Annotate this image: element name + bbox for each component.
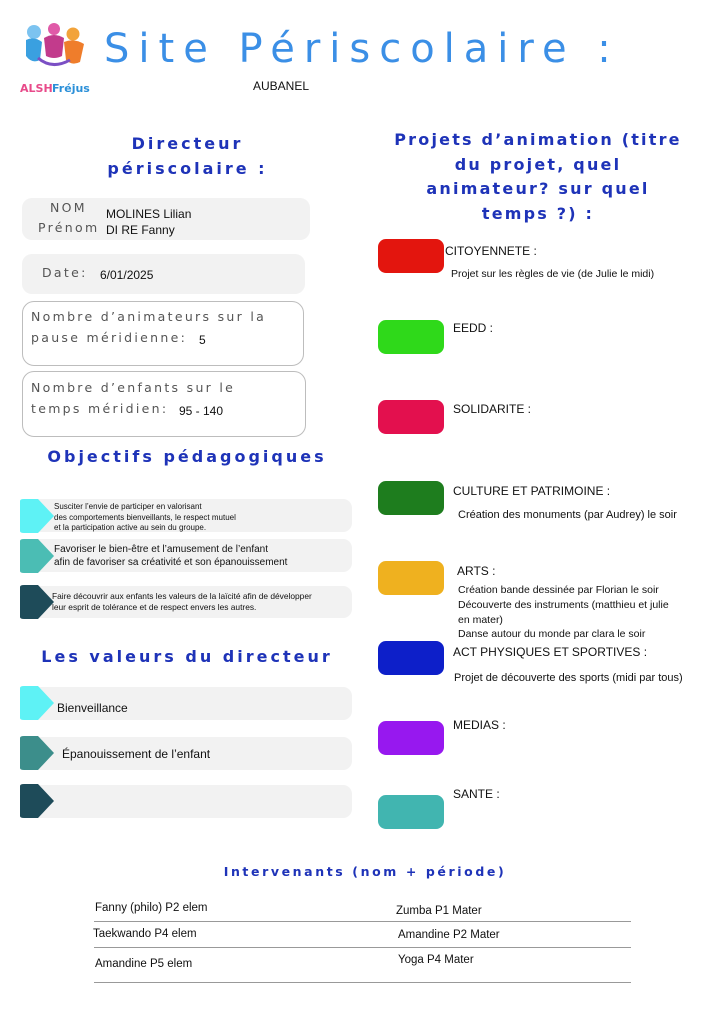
- director-heading-line1: Directeur: [131, 134, 244, 153]
- arrow-tab-icon: [20, 539, 54, 573]
- director-name-1: MOLINES Lilian: [106, 207, 192, 221]
- project-swatch-sante: [378, 795, 444, 829]
- intervenant-left-3: Amandine P5 elem: [95, 958, 193, 970]
- project-swatch-eedd: [378, 320, 444, 354]
- project-swatch-arts: [378, 561, 444, 595]
- arrow-tab-icon: [20, 499, 54, 533]
- intervenant-right-3: Yoga P4 Mater: [398, 954, 474, 966]
- project-swatch-sports: [378, 641, 444, 675]
- project-category-eedd: EEDD :: [453, 321, 494, 335]
- project-category-culture: CULTURE ET PATRIMOINE :: [453, 484, 611, 498]
- values-heading: Les valeurs du directeur: [41, 647, 333, 666]
- arrow-tab-icon: [20, 784, 54, 818]
- objective-text-1: Susciter l’envie de participer en valorisant des comportements bienveillants, le respect mutuel et la participation active au sein du groupe.: [54, 502, 236, 532]
- project-swatch-solidarite: [378, 400, 444, 434]
- intervenant-left-1: Fanny (philo) P2 elem: [95, 902, 208, 914]
- project-detail: Découverte des instruments (matthieu et julie: [458, 599, 669, 611]
- project-category-citoyennete: CITOYENNETE :: [445, 244, 537, 258]
- enfants-value: 95 - 140: [179, 404, 224, 418]
- projects-heading: Projets d’animation (titre du projet, quel animateur? sur quel temps ?) :: [394, 130, 682, 223]
- alsh-frejus-logo: [18, 20, 94, 98]
- date-value: 6/01/2025: [100, 268, 154, 282]
- intervenants-heading: Intervenants (nom + période): [223, 864, 507, 879]
- project-category-medias: MEDIAS :: [453, 718, 506, 732]
- arrow-tab-icon: [20, 686, 54, 720]
- project-category-arts: ARTS :: [457, 564, 496, 578]
- project-detail: Projet de découverte des sports (midi par tous): [454, 672, 683, 684]
- project-detail: Création des monuments (par Audrey) le soir: [458, 509, 677, 521]
- date-label: Date:: [42, 265, 88, 280]
- nom-label: NOM: [50, 200, 87, 215]
- animateurs-label-2: pause méridienne:: [31, 330, 188, 345]
- animateurs-value: 5: [199, 333, 206, 347]
- project-category-sports: ACT PHYSIQUES ET SPORTIVES :: [453, 645, 648, 659]
- project-category-sante: SANTE :: [453, 787, 500, 801]
- objectives-heading: Objectifs pédagogiques: [47, 447, 327, 466]
- director-name-2: DI RE Fanny: [106, 223, 175, 237]
- svg-text:Fréjus: Fréjus: [52, 82, 90, 95]
- value-bar-3: [22, 785, 352, 818]
- project-category-solidarite: SOLIDARITE :: [453, 402, 532, 416]
- page-title: Site Périscolaire :: [104, 26, 620, 72]
- arrow-tab-icon: [20, 585, 54, 619]
- objective-text-2: Favoriser le bien-être et l’amusement de l’enfant afin de favoriser sa créativité et son épanouissement: [54, 544, 288, 568]
- table-divider: [94, 921, 631, 922]
- project-detail: Projet sur les règles de vie (de Julie le midi): [451, 268, 655, 280]
- animateurs-label-1: Nombre d’animateurs sur la: [31, 309, 267, 324]
- enfants-label-1: Nombre d’enfants sur le: [31, 380, 236, 395]
- director-heading: [60, 131, 315, 181]
- project-detail: Création bande dessinée par Florian le soir: [458, 584, 659, 596]
- table-divider: [94, 982, 631, 983]
- prenom-label: Prénom: [38, 220, 100, 235]
- site-name: AUBANEL: [253, 79, 310, 93]
- project-swatch-culture: [378, 481, 444, 515]
- value-text-1: Bienveillance: [57, 701, 128, 715]
- enfants-label-2: temps méridien:: [31, 401, 169, 416]
- value-text-2: Épanouissement de l’enfant: [62, 747, 211, 761]
- svg-text:ALSH: ALSH: [20, 82, 53, 95]
- table-divider: [94, 947, 631, 948]
- director-heading-line2: périscolaire :: [107, 159, 268, 178]
- intervenant-left-2: Taekwando P4 elem: [93, 928, 197, 940]
- project-detail: en mater): [458, 614, 503, 626]
- project-detail: Danse autour du monde par clara le soir: [458, 628, 646, 640]
- intervenant-right-1: Zumba P1 Mater: [396, 905, 482, 917]
- objective-text-3: Faire découvrir aux enfants les valeurs de la laïcité afin de développer leur esprit de tolérance et de respect envers les autres.: [52, 591, 312, 612]
- arrow-tab-icon: [20, 736, 54, 770]
- project-swatch-citoyennete: [378, 239, 444, 273]
- project-swatch-medias: [378, 721, 444, 755]
- intervenant-right-2: Amandine P2 Mater: [398, 929, 500, 941]
